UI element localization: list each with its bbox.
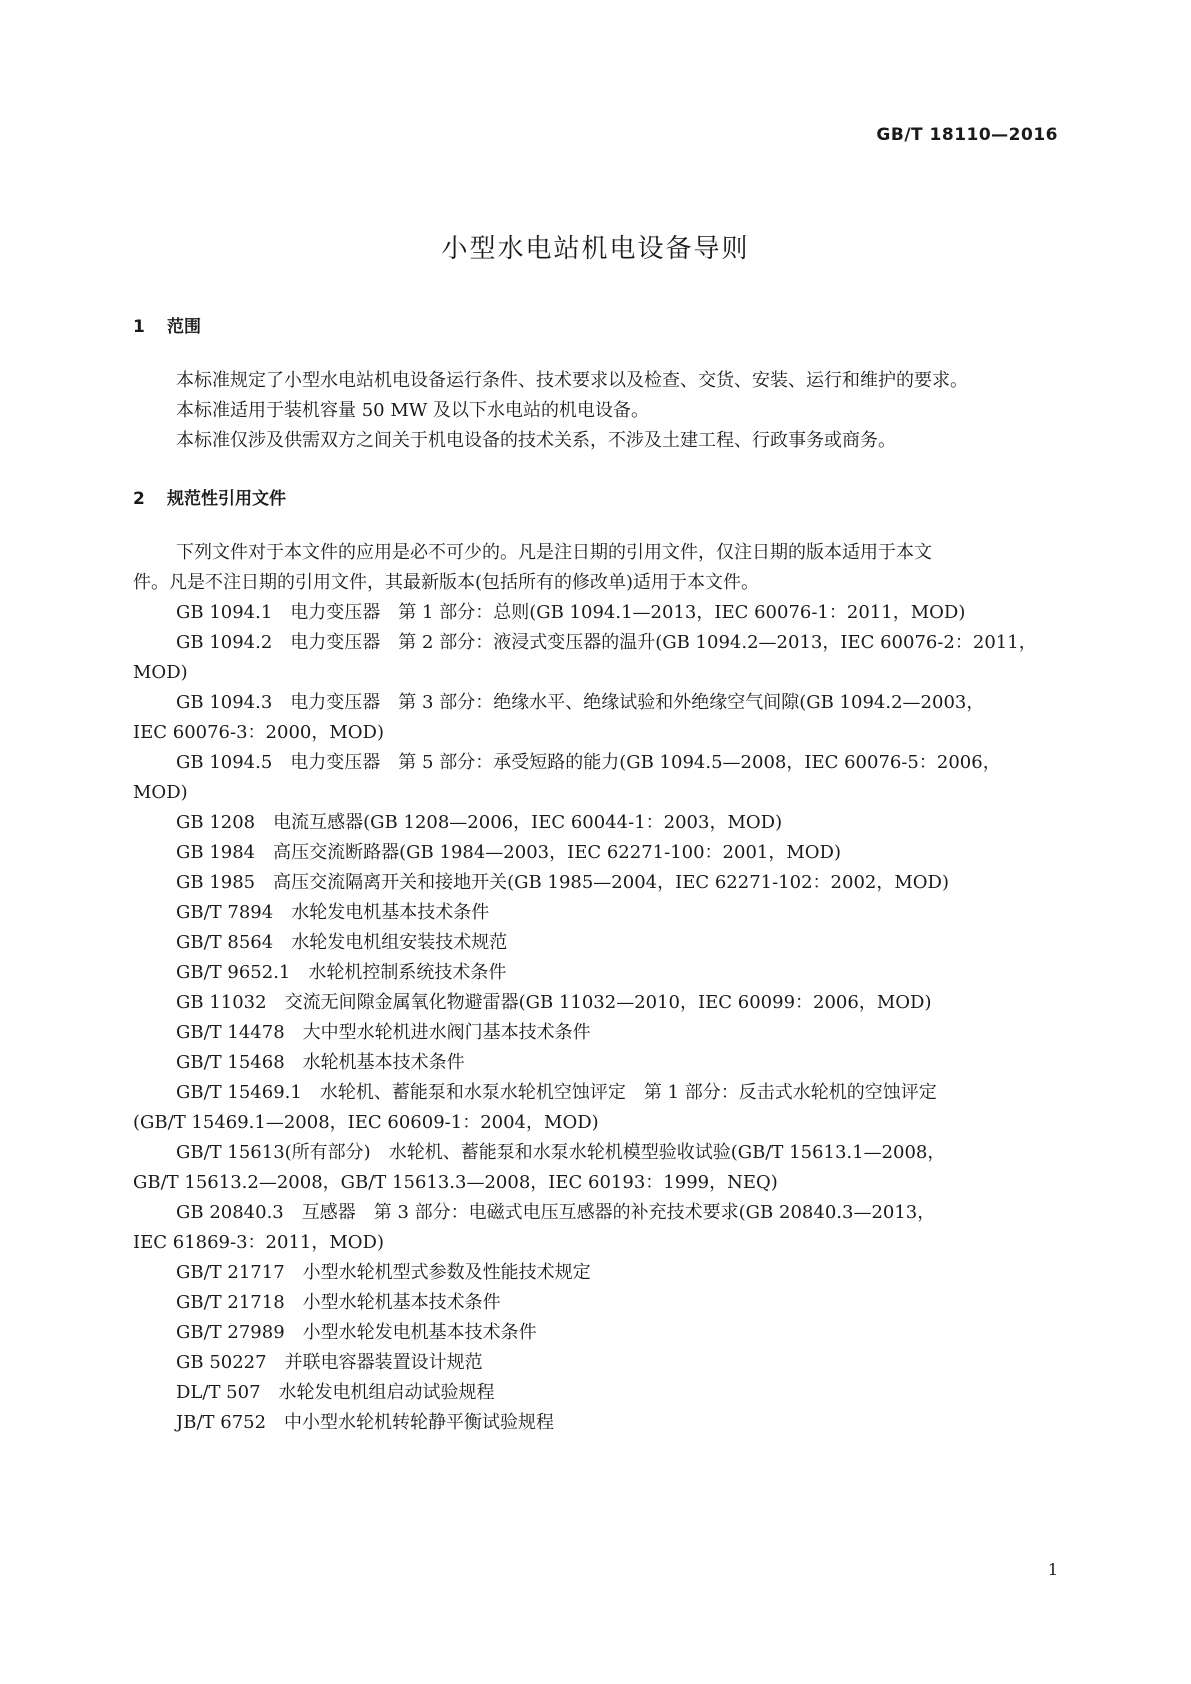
reference-code: GB/T 15468 [176,1052,285,1073]
reference-code: GB 50227 [176,1352,267,1373]
reference-title: 大中型水轮机进水阀门基本技术条件 [302,1022,591,1043]
reference-title: 高压交流隔离开关和接地开关(GB 1985—2004，IEC 62271-102：2002，MOD) [273,872,950,893]
reference-continuation: IEC 60076-3：2000，MOD) [133,722,384,743]
reference-continuation: GB/T 15613.2—2008，GB/T 15613.3—2008，IEC 60193：1999，NEQ) [133,1172,778,1193]
reference-continuation: MOD) [133,662,188,683]
reference-title: 电力变压器 第 3 部分：绝缘水平、绝缘试验和外绝缘空气间隙(GB 1094.2—2003， [290,692,985,713]
reference-entry [133,1378,1053,1408]
section-title: 范围 [167,317,201,337]
reference-code: GB/T 8564 [176,932,274,953]
reference-code: GB 11032 [176,992,267,1013]
reference-entry [133,1138,1053,1168]
reference-code: GB/T 9652.1 [176,962,291,983]
paragraph: 本标准仅涉及供需双方之间关于机电设备的技术关系，不涉及土建工程、行政事务或商务。 [176,430,896,451]
reference-code: GB/T 15469.1 [176,1082,302,1103]
reference-code: GB/T 15613(所有部分) [176,1142,371,1163]
reference-code: GB/T 14478 [176,1022,285,1043]
reference-title: 电力变压器 第 5 部分：承受短路的能力(GB 1094.5—2008，IEC 60076-5：2006， [290,752,1001,773]
page-number: 1 [1047,1560,1058,1579]
reference-title: 水轮发电机组安装技术规范 [291,932,508,953]
section-number: 1 [133,317,145,337]
paragraph: 本标准适用于装机容量 50 MW 及以下水电站的机电设备。 [176,400,649,421]
reference-continuation: (GB/T 15469.1—2008，IEC 60609-1：2004，MOD) [133,1112,599,1133]
reference-title: 中小型水轮机转轮静平衡试验规程 [284,1412,555,1433]
section-1-body [133,366,1053,456]
reference-entry [133,1078,1053,1108]
reference-entry [133,988,1053,1018]
reference-code: GB/T 27989 [176,1322,285,1343]
reference-entry [133,1018,1053,1048]
reference-entry [133,1288,1053,1318]
reference-entry [133,748,1053,778]
section-1-heading [133,312,201,337]
reference-code: GB 20840.3 [176,1202,284,1223]
intro-line: 件。凡是不注日期的引用文件，其最新版本(包括所有的修改单)适用于本文件。 [133,572,760,593]
reference-entry [133,958,1053,988]
reference-entry [133,928,1053,958]
reference-title: 电流互感器(GB 1208—2006，IEC 60044-1：2003，MOD) [273,812,783,833]
reference-title: 小型水轮机基本技术条件 [302,1292,501,1313]
reference-code: GB 1984 [176,842,256,863]
reference-code: GB 1094.5 [176,752,273,773]
reference-code: GB 1094.1 [176,602,273,623]
paragraph: 本标准规定了小型水电站机电设备运行条件、技术要求以及检查、交货、安装、运行和维护的要求。 [176,370,968,391]
reference-title: 水轮机、蓄能泵和水泵水轮机空蚀评定 第 1 部分：反击式水轮机的空蚀评定 [319,1082,937,1103]
reference-code: JB/T 6752 [176,1412,267,1433]
reference-entry [133,1048,1053,1078]
reference-title: 交流无间隙金属氧化物避雷器(GB 11032—2010，IEC 60099：2006，MOD) [284,992,932,1013]
reference-entry [133,628,1053,658]
reference-entry [133,1258,1053,1288]
reference-code: GB 1985 [176,872,256,893]
reference-title: 电力变压器 第 2 部分：液浸式变压器的温升(GB 1094.2—2013，IEC 60076-2：2011， [290,632,1037,653]
reference-title: 小型水轮发电机基本技术条件 [302,1322,537,1343]
reference-entry [133,808,1053,838]
reference-entry [133,838,1053,868]
reference-title: 电力变压器 第 1 部分：总则(GB 1094.1—2013，IEC 60076-1：2011，MOD) [290,602,966,623]
reference-code: DL/T 507 [176,1382,261,1403]
reference-entry [133,898,1053,928]
reference-continuation: IEC 61869-3：2011，MOD) [133,1232,384,1253]
reference-title: 水轮机控制系统技术条件 [308,962,507,983]
reference-code: GB/T 21717 [176,1262,285,1283]
intro-line: 下列文件对于本文件的应用是必不可少的。凡是注日期的引用文件，仅注日期的版本适用于本文 [176,542,932,563]
reference-entry [133,868,1053,898]
reference-entry [133,1318,1053,1348]
reference-title: 水轮机基本技术条件 [302,1052,465,1073]
document-title: 小型水电站机电设备导则 [441,234,750,264]
reference-title: 水轮发电机组启动试验规程 [278,1382,495,1403]
reference-list [133,598,1053,1438]
section-number: 2 [133,489,145,509]
reference-code: GB/T 7894 [176,902,274,923]
reference-title: 互感器 第 3 部分：电磁式电压互感器的补充技术要求(GB 20840.3—2013， [301,1202,936,1223]
reference-title: 水轮发电机基本技术条件 [291,902,490,923]
reference-title: 水轮机、蓄能泵和水泵水轮机模型验收试验(GB/T 15613.1—2008， [388,1142,946,1163]
reference-entry [133,688,1053,718]
reference-code: GB 1094.2 [176,632,273,653]
reference-continuation: MOD) [133,782,188,803]
reference-code: GB/T 21718 [176,1292,285,1313]
reference-code: GB 1208 [176,812,256,833]
reference-entry [133,1348,1053,1378]
reference-title: 小型水轮机型式参数及性能技术规定 [302,1262,591,1283]
section-2-heading [133,484,286,509]
section-title: 规范性引用文件 [167,489,286,509]
standard-number: GB/T 18110—2016 [876,125,1058,145]
reference-entry [133,1408,1053,1438]
reference-code: GB 1094.3 [176,692,273,713]
section-2-body [133,538,1053,1438]
reference-entry [133,1198,1053,1228]
reference-title: 高压交流断路器(GB 1984—2003，IEC 62271-100：2001，MOD) [273,842,842,863]
reference-title: 并联电容器装置设计规范 [284,1352,483,1373]
reference-entry [133,598,1053,628]
